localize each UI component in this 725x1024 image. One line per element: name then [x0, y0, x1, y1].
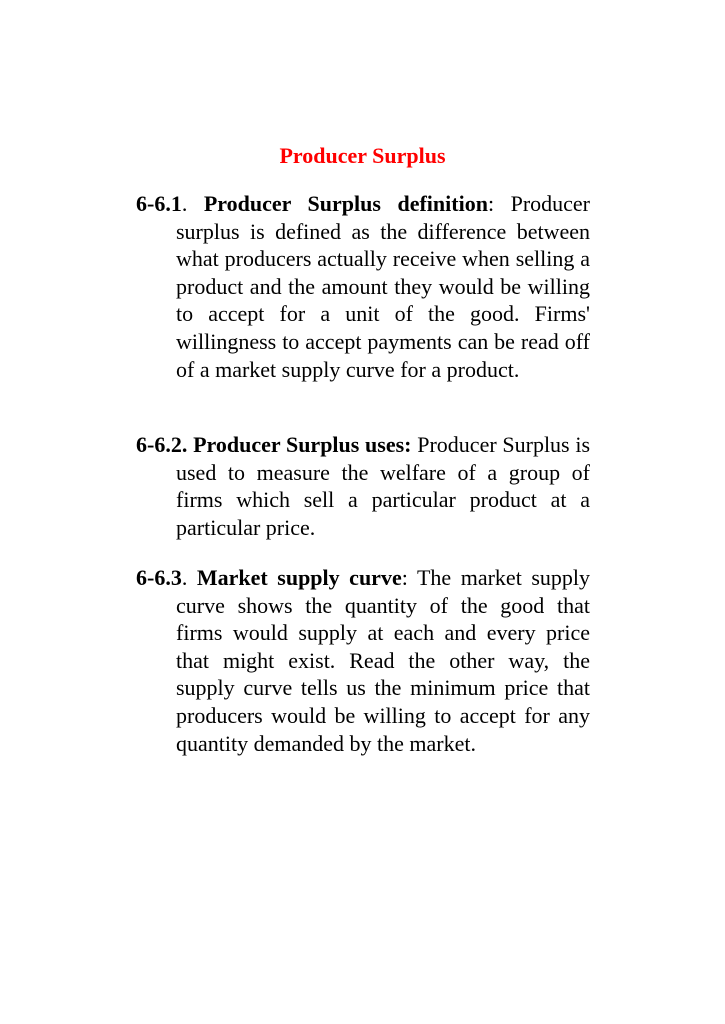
section-number: 6-6.1 [136, 191, 182, 216]
section-heading: Producer Surplus definition [203, 191, 488, 216]
number-separator: . [181, 191, 204, 216]
section-body: Producer Surplus is used to measure the welfare of a group of firms which sell a particular product at a particular price. [176, 432, 591, 540]
section-paragraph [136, 190, 590, 383]
page-title: Producer Surplus [279, 143, 446, 168]
heading-separator: : [487, 191, 511, 216]
section-heading: Market supply curve [196, 565, 402, 590]
heading-separator: : [401, 565, 417, 590]
section-producer-surplus-definition [136, 190, 590, 383]
section-heading: Producer Surplus uses: [193, 432, 412, 457]
section-producer-surplus-uses [136, 431, 590, 541]
section-number: 6-6.3 [136, 565, 182, 590]
section-paragraph [136, 431, 590, 541]
number-separator: . [181, 565, 197, 590]
section-body: The market supply curve shows the quantity of the good that firms would supply at each and every price that might exist. Read the other way, the supply curve tells us the minimum price that producers would be willing to accept for any quantity demanded by the market. [176, 565, 591, 756]
section-number: 6-6.2. [136, 432, 188, 457]
section-market-supply-curve [136, 564, 590, 757]
section-body: Producer surplus is defined as the difference between what producers actually receive when selling a product and the amount they would be willing to accept for a unit of the good. Firms' willingness to accept payments can be read off of a market supply curve for a product. [176, 191, 590, 382]
section-paragraph [136, 564, 590, 757]
